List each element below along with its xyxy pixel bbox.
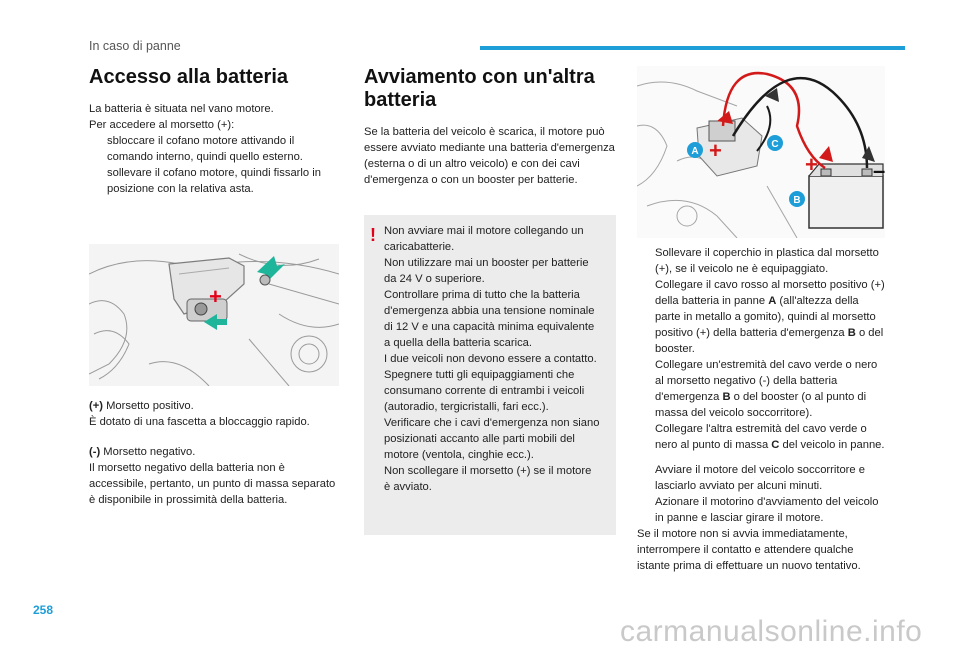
text-run: o del booster. xyxy=(655,327,884,355)
warning-line: Non utilizzare mai un booster per batterie da 24 V o superiore. xyxy=(384,257,589,285)
text-run: del veicolo in panne. xyxy=(779,439,885,451)
right-column xyxy=(637,245,885,574)
list-item xyxy=(637,462,885,494)
terminals-legend xyxy=(89,398,339,508)
positive-text: Morsetto positivo. xyxy=(102,400,194,412)
minus-icon-b: – xyxy=(873,158,885,183)
ref-b: B xyxy=(847,327,856,339)
warning-line: Verificare che i cavi d'emergenza non siano posizionati accanto alle parti mobili del motore (ventola, cinghie ecc.). xyxy=(384,417,600,461)
warning-line: Spegnere tutti gli equipaggiamenti che consumano corrente di entrambi i veicoli (autoradio, tergicristalli, fari ecc.). xyxy=(384,369,585,413)
list-item xyxy=(637,494,885,526)
list-item-text: Azionare il motorino d'avviamento del veicolo in panne e lasciar girare il motore. xyxy=(655,496,879,524)
warning-box xyxy=(364,215,616,535)
intro-line-1: La batteria è situata nel vano motore. xyxy=(89,103,274,115)
engine-bay-battery-image xyxy=(89,244,339,386)
plus-icon-b: + xyxy=(805,152,818,177)
list-item xyxy=(637,245,885,277)
watermark: carmanualsonline.info xyxy=(620,615,923,648)
list-item-text: sollevare il cofano motore, quindi fissarlo in posizione con la relativa asta. xyxy=(107,167,321,195)
list-item-text xyxy=(655,359,877,419)
jump-start-intro: Se la batteria del veicolo è scarica, il motore può essere avviato mediante una batteria d'emergenza (esterna o di un altro veicolo) e con dei cavi d'emergenza o con un booster per batterie. xyxy=(364,126,615,186)
warning-line: Controllare prima di tutto che la batteria d'emergenza abbia una tensione nominale di 12 V e una capacità minima equivalente a quella della batteria scarica. xyxy=(384,289,595,349)
list-item-text: sbloccare il cofano motore attivando il comando interno, quindi quello esterno. xyxy=(107,135,303,163)
list-item xyxy=(637,277,885,357)
intro-line-2: Per accedere al morsetto (+): xyxy=(89,119,235,131)
list-item-text: Sollevare il coperchio in plastica dal morsetto (+), se il veicolo ne è equipaggiato. xyxy=(655,247,879,275)
warning-line: Non avviare mai il motore collegando un caricabatterie. xyxy=(384,225,584,253)
negative-label: (-) xyxy=(89,446,101,458)
list-item-text xyxy=(655,423,885,451)
retry-note: Se il motore non si avvia immediatamente, interrompere il contatto e attendere qualche istante prima di effettuare un nuovo tentativo. xyxy=(637,528,861,572)
positive-terminal-detail: È dotato di una fascetta a bloccaggio rapido. xyxy=(89,416,310,428)
jump-start-title: Avviamento con un'altra batteria xyxy=(364,66,595,111)
ref-c: C xyxy=(771,439,780,451)
negative-terminal-detail: Il morsetto negativo della batteria non è accessibile, pertanto, un punto di massa separato è disponibile in prossimità della batteria. xyxy=(89,462,336,506)
list-item xyxy=(89,165,339,197)
positive-terminal-note xyxy=(89,398,339,414)
jump-start-illustration xyxy=(637,66,885,238)
negative-text: Morsetto negativo. xyxy=(100,446,196,458)
text-run: (all'altezza della parte in metallo a gomito), quindi al morsetto positivo (+) della batteria d'emergenza xyxy=(655,295,876,339)
label-c: C xyxy=(771,139,779,150)
plus-icon-a: + xyxy=(709,138,722,163)
positive-label: (+) xyxy=(89,400,103,412)
warning-icon: ! xyxy=(370,225,376,245)
list-item-text: Avviare il motore del veicolo soccorritore e lasciarlo avviato per alcuni minuti. xyxy=(655,464,865,492)
warning-text xyxy=(384,223,600,495)
list-item xyxy=(89,133,339,165)
ref-b: B xyxy=(722,391,731,403)
text-run: Collegare un'estremità del cavo verde o nero al morsetto negativo (-) della batteria d'emergenza xyxy=(655,359,878,403)
text-run: Collegare l'altra estremità del cavo verde o nero al punto di massa xyxy=(655,423,867,451)
middle-column xyxy=(364,66,616,188)
label-b: B xyxy=(793,195,801,206)
label-a: A xyxy=(691,146,699,157)
warning-line: I due veicoli non devono essere a contatto. xyxy=(384,353,597,365)
left-column xyxy=(89,66,339,197)
positive-terminal-icon: + xyxy=(209,284,222,309)
text-run: o del booster (o al punto di massa del veicolo soccorritore). xyxy=(655,391,867,419)
negative-terminal-note xyxy=(89,444,339,460)
warning-line: Non scollegare il morsetto (+) se il motore è avviato. xyxy=(384,465,592,493)
page-number: 258 xyxy=(33,603,54,617)
text-run: Collegare il cavo rosso al morsetto positivo (+) della batteria in panne xyxy=(655,279,885,307)
list-item-text xyxy=(655,279,885,355)
header-accent-bar xyxy=(480,46,905,50)
list-item xyxy=(637,421,885,453)
battery-access-title: Accesso alla batteria xyxy=(89,66,288,88)
section-header: In caso di panne xyxy=(89,39,181,53)
list-item xyxy=(637,357,885,421)
ref-a: A xyxy=(768,295,777,307)
